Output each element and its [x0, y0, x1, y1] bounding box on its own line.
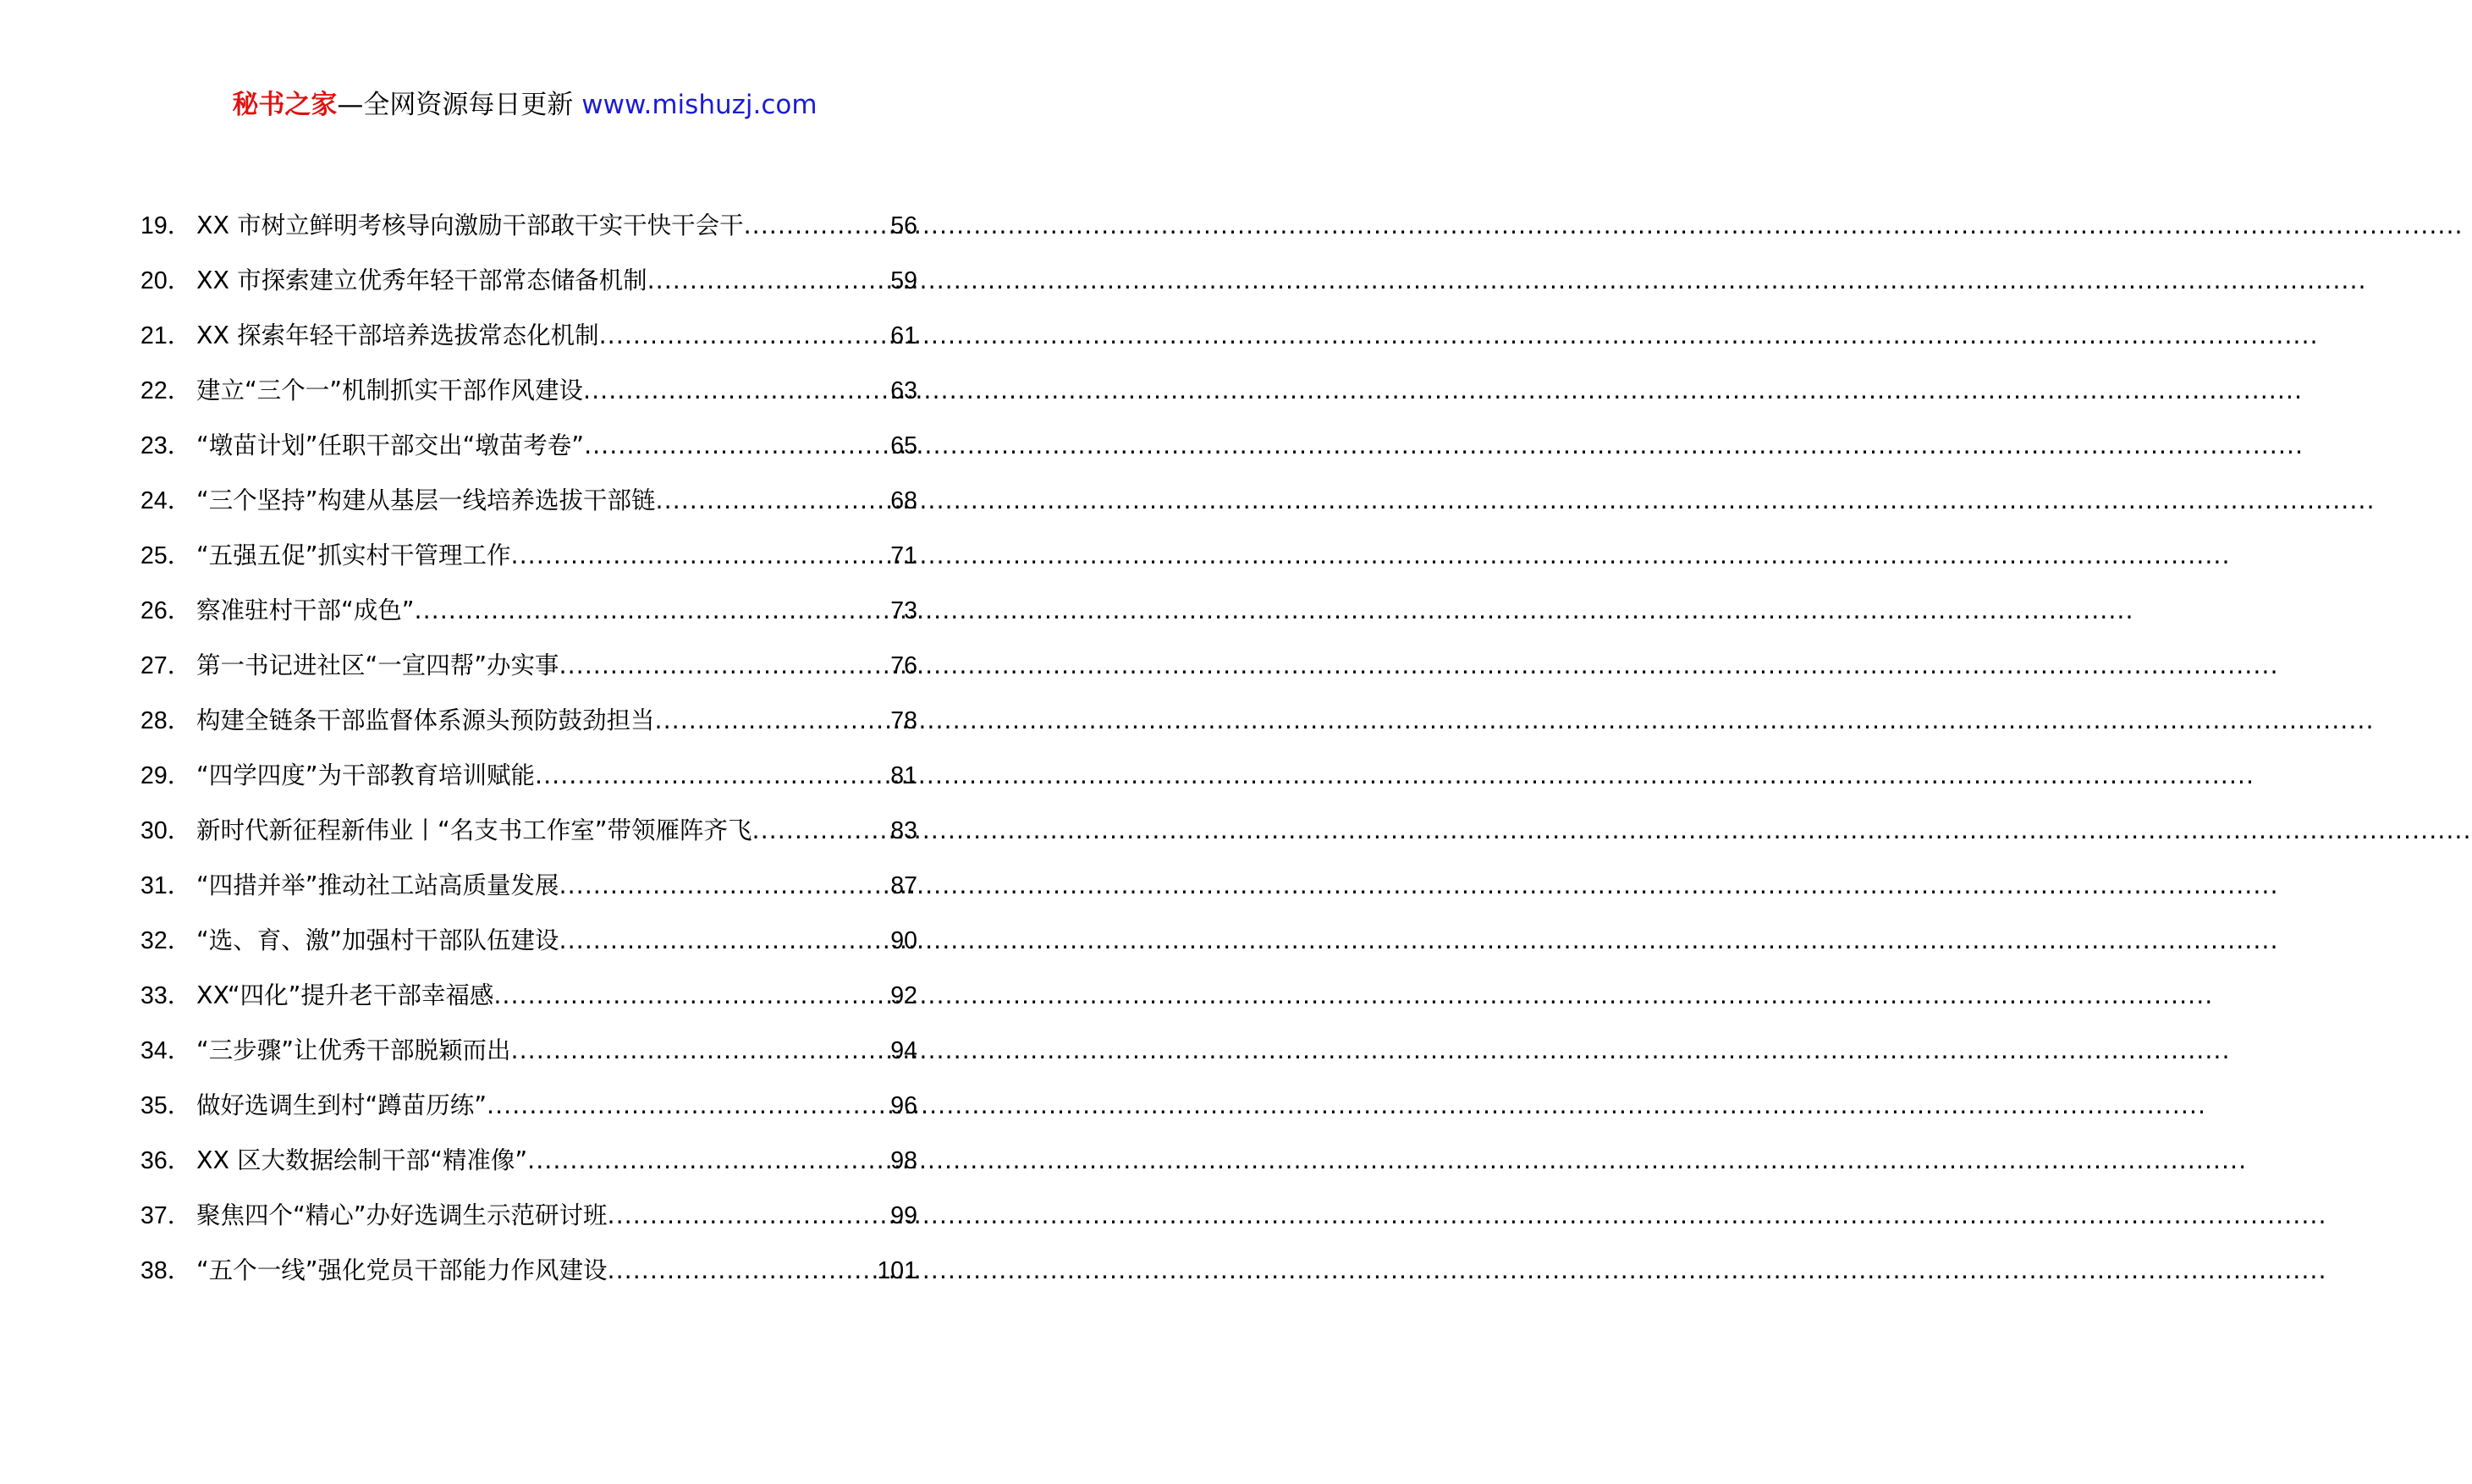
- toc-entry-title: “墩苗计划”任职干部交出“墩苗考卷”: [196, 431, 585, 459]
- toc-entry-title: “五强五促”抓实村干管理工作: [196, 541, 511, 569]
- toc-entry-number: 28．: [140, 707, 192, 734]
- toc-entry-title: XX“四化”提升老干部幸福感: [196, 981, 494, 1009]
- toc-entry-number: 24．: [140, 487, 192, 514]
- toc-entry-title: 聚焦四个“精心”办好选调生示范研讨班: [196, 1201, 608, 1229]
- toc-entry-page-number: 92: [890, 982, 917, 1009]
- toc-entry-page-number: 71: [890, 542, 917, 569]
- toc-entry-number: 25．: [140, 542, 192, 569]
- page-header: [0, 80, 1049, 130]
- toc-entry-page-number: 99: [890, 1202, 917, 1229]
- toc-entry-title: XX 市探索建立优秀年轻干部常态储备机制: [196, 267, 647, 294]
- toc-entry-page-number: 78: [890, 707, 917, 734]
- toc-leader-dots: [608, 1243, 876, 1298]
- toc-entry-title: “选、育、激”加强村干部队伍建设: [196, 926, 559, 954]
- toc-entry[interactable]: [140, 308, 917, 363]
- table-of-contents: [140, 198, 917, 1298]
- toc-leader-dots: [584, 418, 889, 473]
- toc-entry-page-number: 73: [890, 597, 917, 624]
- toc-leader-dots: [599, 308, 889, 363]
- toc-entry-title: 第一书记进社区“一宣四帮”办实事: [196, 651, 559, 679]
- toc-leader-dots: [752, 803, 889, 858]
- toc-leader-dots: [647, 253, 889, 308]
- toc-entry[interactable]: [140, 253, 917, 308]
- toc-entry-title: 构建全链条干部监督体系源头预防鼓劲担当: [196, 706, 655, 734]
- toc-entry[interactable]: [140, 528, 917, 583]
- toc-entry[interactable]: [140, 1023, 917, 1078]
- toc-entry-page-number: 98: [890, 1147, 917, 1174]
- toc-leader-dots: [559, 638, 889, 693]
- toc-entry-page-number: 68: [890, 487, 917, 514]
- toc-entry[interactable]: [140, 913, 917, 968]
- toc-entry-page-number: 81: [890, 762, 917, 789]
- toc-entry-page-number: 90: [890, 927, 917, 954]
- toc-entry-number: 30．: [140, 817, 192, 844]
- toc-entry-number: 21．: [140, 322, 192, 349]
- toc-leader-dots: [511, 528, 889, 583]
- toc-entry-title: 察准驻村干部“成色”: [196, 596, 415, 624]
- toc-entry-number: 31．: [140, 872, 192, 899]
- toc-entry[interactable]: [140, 1078, 917, 1133]
- toc-entry[interactable]: [140, 418, 917, 473]
- toc-entry[interactable]: [140, 363, 917, 418]
- toc-entry[interactable]: [140, 968, 917, 1023]
- toc-leader-dots: [559, 858, 889, 913]
- toc-entry-page-number: 63: [890, 377, 917, 404]
- toc-entry-number: 20．: [140, 267, 192, 294]
- toc-entry[interactable]: [140, 1243, 917, 1298]
- toc-entry-title: “三个坚持”构建从基层一线培养选拔干部链: [196, 486, 656, 514]
- toc-entry-number: 38．: [140, 1257, 192, 1284]
- toc-leader-dots: [559, 913, 889, 968]
- toc-leader-dots: [608, 1188, 889, 1243]
- toc-entry[interactable]: [140, 803, 917, 858]
- toc-entry-title: XX 探索年轻干部培养选拔常态化机制: [196, 322, 599, 349]
- toc-entry-page-number: 76: [890, 652, 917, 679]
- toc-entry-number: 27．: [140, 652, 192, 679]
- toc-entry-page-number: 59: [890, 267, 917, 294]
- toc-entry-number: 33．: [140, 982, 192, 1009]
- toc-entry-title: “四措并举”推动社工站高质量发展: [196, 871, 559, 899]
- toc-leader-dots: [655, 693, 889, 748]
- toc-leader-dots: [511, 1023, 889, 1078]
- toc-entry-number: 29．: [140, 762, 192, 789]
- toc-entry-title: 做好选调生到村“蹲苗历练”: [196, 1091, 487, 1119]
- toc-entry[interactable]: [140, 1188, 917, 1243]
- website-link[interactable]: www.mishuzj.com: [581, 90, 818, 120]
- toc-entry-title: 建立“三个一”机制抓实干部作风建设: [196, 376, 584, 404]
- toc-entry-number: 23．: [140, 432, 192, 459]
- toc-entry-page-number: 61: [890, 322, 917, 349]
- toc-entry-number: 22．: [140, 377, 192, 404]
- toc-entry-title: “五个一线”强化党员干部能力作风建设: [196, 1256, 608, 1284]
- toc-entry-page-number: 94: [890, 1037, 917, 1064]
- toc-entry-title: XX 市树立鲜明考核导向激励干部敢干实干快干会干: [196, 212, 744, 239]
- toc-leader-dots: [487, 1078, 889, 1133]
- toc-entry-number: 37．: [140, 1202, 192, 1229]
- toc-entry[interactable]: [140, 583, 917, 638]
- toc-entry-number: 19．: [140, 212, 192, 239]
- toc-leader-dots: [656, 473, 889, 528]
- toc-entry[interactable]: [140, 198, 917, 253]
- header-slogan: —全网资源每日更新: [337, 90, 574, 120]
- toc-leader-dots: [583, 363, 889, 418]
- toc-entry-title: “三步骤”让优秀干部脱颖而出: [196, 1036, 511, 1064]
- toc-leader-dots: [527, 1133, 889, 1188]
- toc-entry-page-number: 101: [877, 1257, 917, 1284]
- toc-entry-page-number: 87: [890, 872, 917, 899]
- toc-entry[interactable]: [140, 858, 917, 913]
- toc-entry-number: 36．: [140, 1147, 192, 1174]
- toc-entry-page-number: 56: [890, 212, 917, 239]
- toc-entry[interactable]: [140, 638, 917, 693]
- toc-entry-page-number: 65: [890, 432, 917, 459]
- toc-leader-dots: [415, 583, 889, 638]
- toc-entry-title: 新时代新征程新伟业丨“名支书工作室”带领雁阵齐飞: [196, 816, 752, 844]
- toc-leader-dots: [535, 748, 889, 803]
- toc-entry[interactable]: [140, 473, 917, 528]
- toc-entry-number: 32．: [140, 927, 192, 954]
- brand-name: 秘书之家: [232, 90, 338, 120]
- toc-entry[interactable]: [140, 748, 917, 803]
- toc-entry-number: 34．: [140, 1037, 192, 1064]
- toc-leader-dots: [744, 198, 889, 253]
- toc-entry-title: XX 区大数据绘制干部“精准像”: [196, 1146, 528, 1174]
- toc-entry-number: 26．: [140, 597, 192, 624]
- toc-leader-dots: [493, 968, 889, 1023]
- toc-entry-number: 35．: [140, 1092, 192, 1119]
- toc-entry[interactable]: [140, 693, 917, 748]
- toc-entry-page-number: 83: [890, 817, 917, 844]
- toc-entry[interactable]: [140, 1133, 917, 1188]
- toc-entry-page-number: 96: [890, 1092, 917, 1119]
- toc-entry-title: “四学四度”为干部教育培训赋能: [196, 761, 536, 789]
